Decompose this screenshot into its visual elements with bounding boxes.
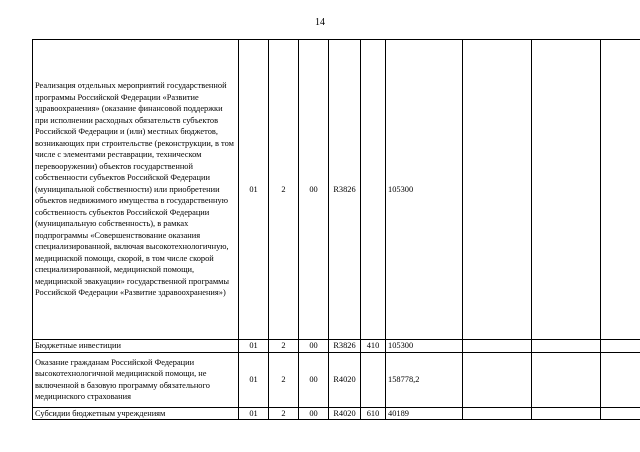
table-row [33,352,640,407]
empty-cell [463,352,532,407]
empty-cell [532,352,601,407]
table-row [33,407,640,420]
code-main-event: 00 [299,340,329,353]
code-section: 01 [239,40,269,340]
code-subprogram: 2 [269,407,299,420]
code-section: 01 [239,352,269,407]
table-row [33,40,640,340]
code-direction: R4020 [329,407,361,420]
code-direction: R3826 [329,40,361,340]
code-expense-type [361,40,386,340]
code-expense-type: 610 [361,407,386,420]
row-description: Реализация отдельных мероприятий государственной программы Российской Федерации «Развитие здравоохранения» (оказание финансовой поддержки при исполнении расходных обязательств субъектов Российской Федерации и (или) местных бюджетов, возникающих при строительстве (реконструкции, в том числе с элементами реставрации, техническом перевооружении) объектов государственной собственности субъектов Российской Федерации (муниципальной собственности) или приобретении объектов недвижимого имущества в государственную собственность субъектов Российской Федерации (муниципальную собственность), в рамках подпрограммы «Совершенствование оказания специализированной, включая высокотехнологичную, медицинской помощи, скорой, в том числе скорой специализированной, медицинской помощи, медицинской эвакуации» государственной программы Российской Федерации «Развитие здравоохранения») [33,40,239,340]
empty-cell [463,407,532,420]
code-expense-type [361,352,386,407]
amount-cell: 40189 [386,407,463,420]
empty-cell [532,40,601,340]
budget-table [32,39,640,420]
empty-cell [463,340,532,353]
code-main-event: 00 [299,407,329,420]
code-subprogram: 2 [269,40,299,340]
amount-cell: 105300 [386,340,463,353]
row-description: Субсидии бюджетным учреждениям [33,407,239,420]
amount-cell: 158778,2 [386,352,463,407]
table-row [33,340,640,353]
code-expense-type: 410 [361,340,386,353]
code-main-event: 00 [299,40,329,340]
code-section: 01 [239,340,269,353]
code-main-event: 00 [299,352,329,407]
code-subprogram: 2 [269,340,299,353]
amount-cell: 105300 [386,40,463,340]
empty-cell [532,340,601,353]
row-description: Оказание гражданам Российской Федерации высокотехнологичной медицинской помощи, не включенной в базовую программу обязательного медицинского страхования [33,352,239,407]
empty-cell [601,352,640,407]
code-direction: R3826 [329,340,361,353]
empty-cell [601,340,640,353]
page-number: 14 [315,17,325,28]
code-section: 01 [239,407,269,420]
empty-cell [601,407,640,420]
code-subprogram: 2 [269,352,299,407]
row-description: Бюджетные инвестиции [33,340,239,353]
empty-cell [601,40,640,340]
empty-cell [463,40,532,340]
code-direction: R4020 [329,352,361,407]
empty-cell [532,407,601,420]
